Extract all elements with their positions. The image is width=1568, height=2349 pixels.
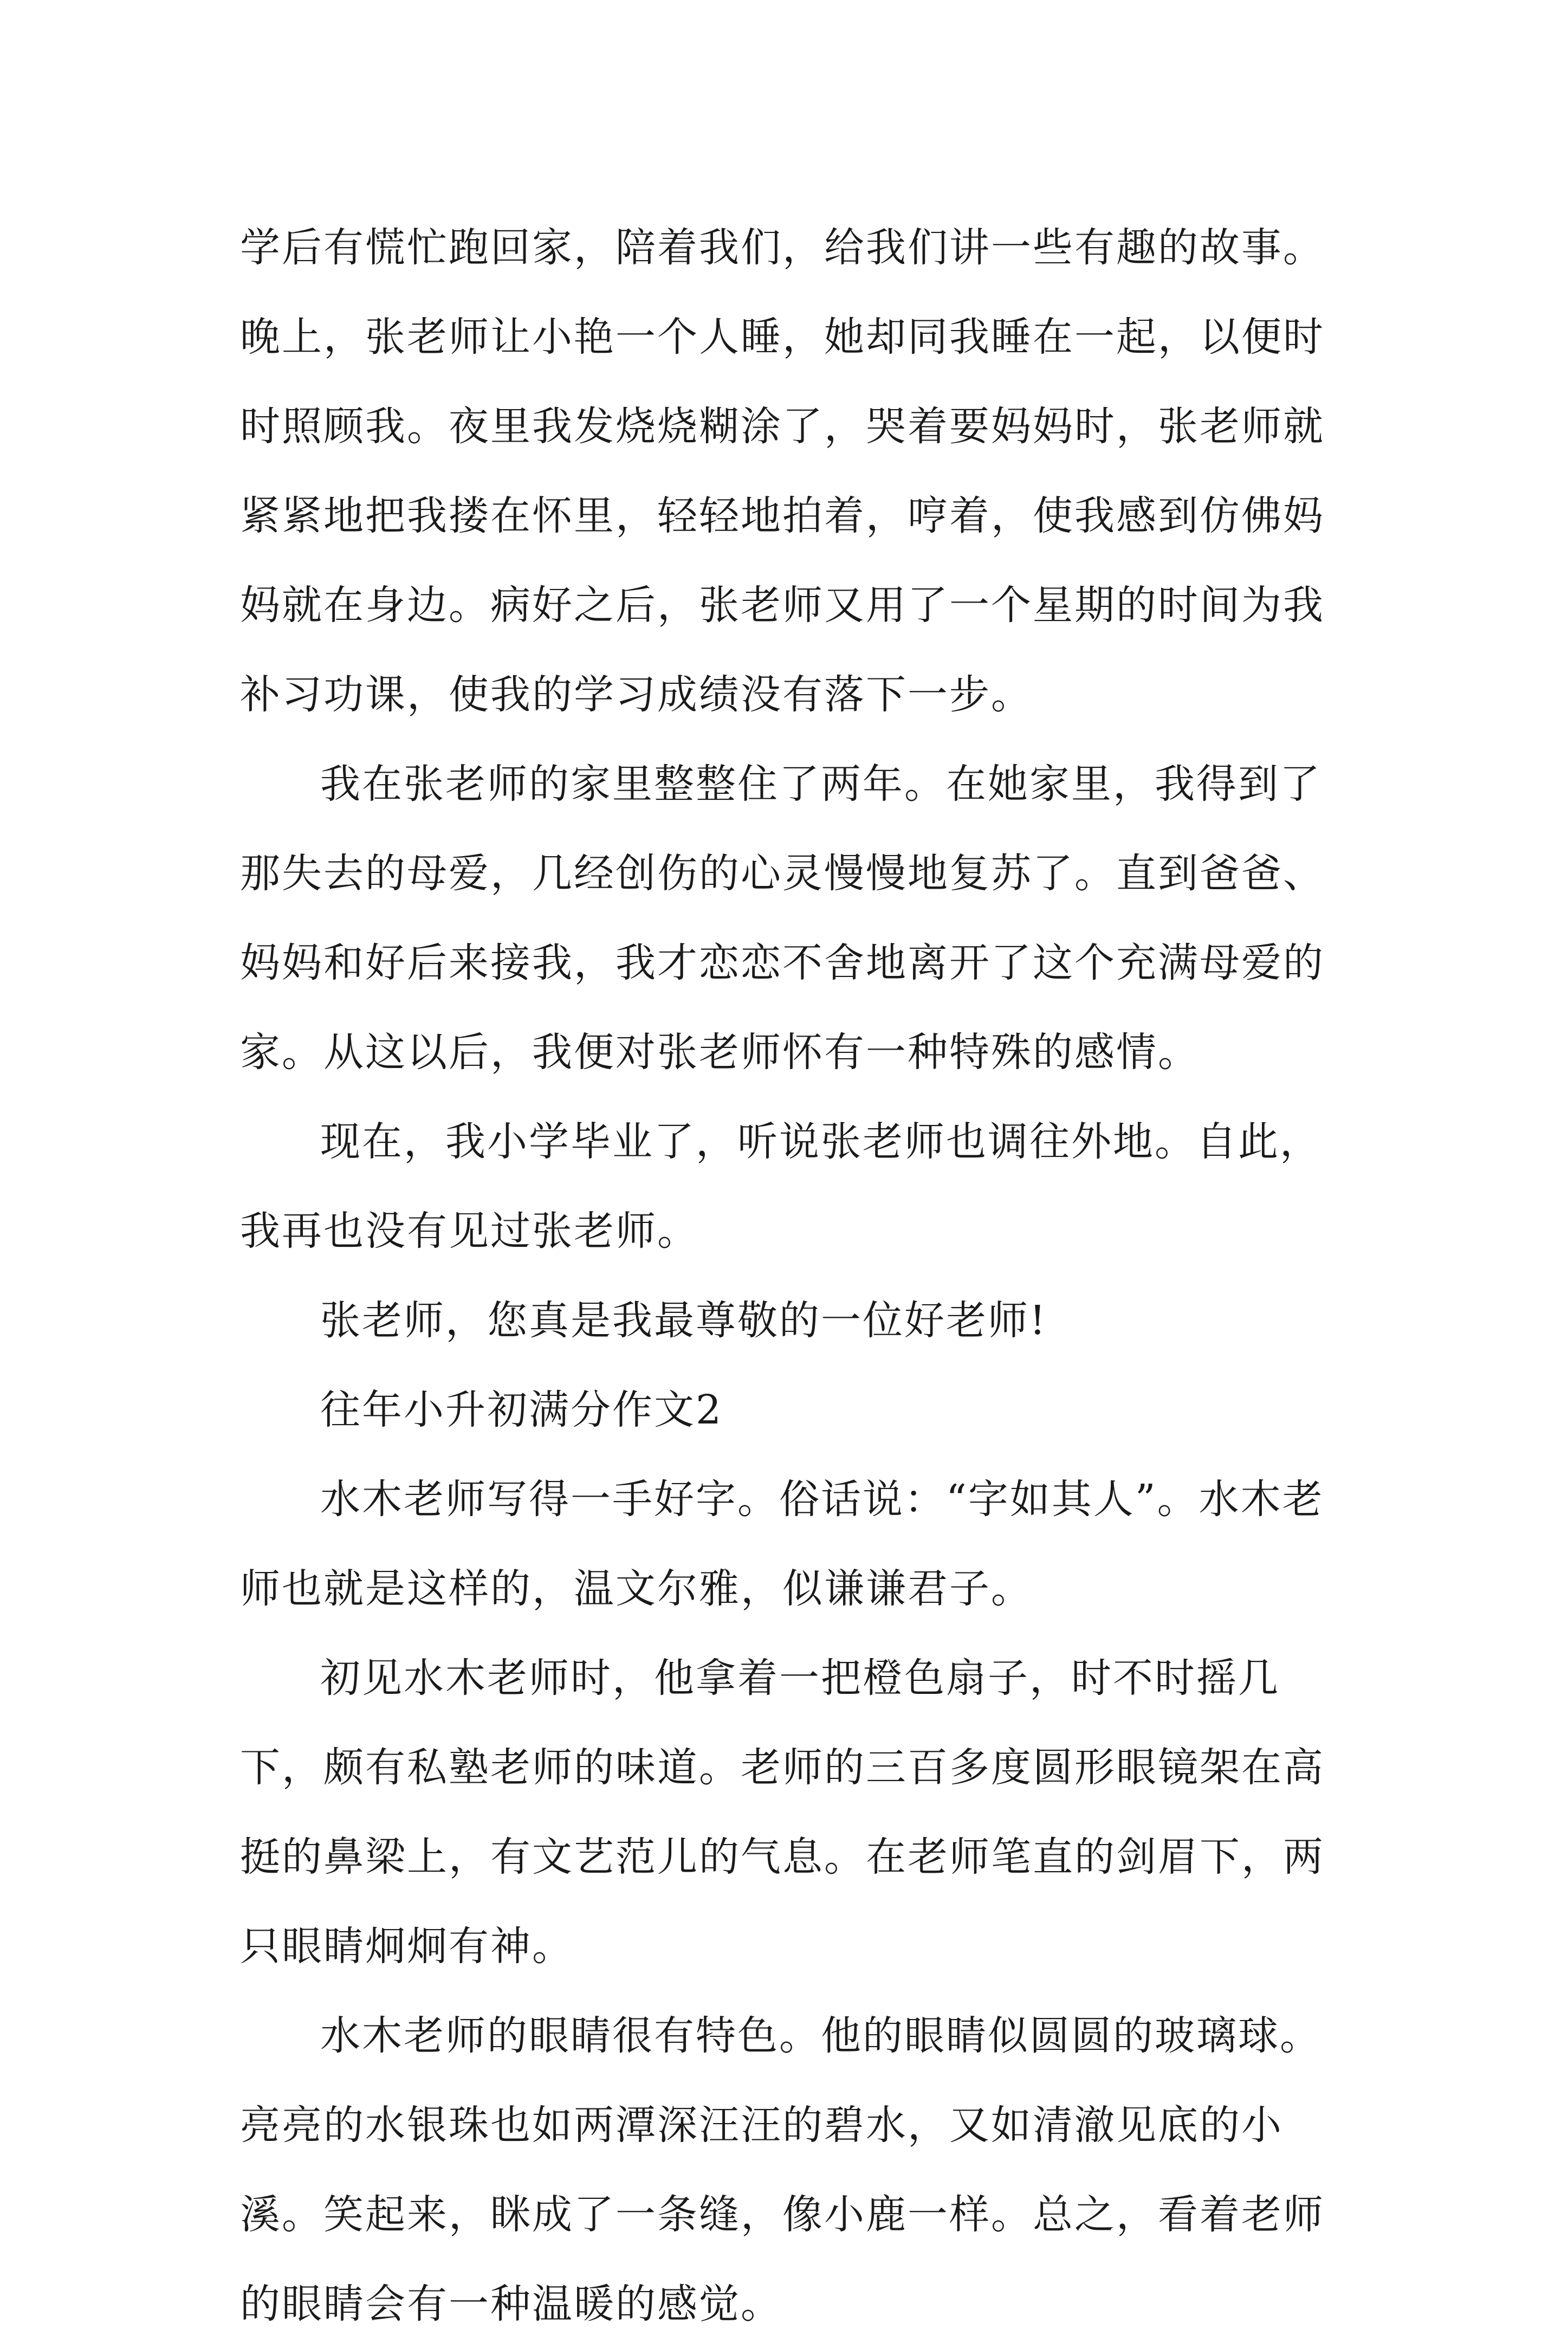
section-heading: 往年小升初满分作文2 — [320, 1387, 723, 1433]
document-body — [240, 203, 1345, 2349]
paragraph-6: 初见水木老师时，他拿着一把橙色扇子，时不时摇几下，颇有私塾老师的味道。老师的三百多度圆形眼镜架在高挺的鼻梁上，有文艺范儿的气息。在老师笔直的剑眉下，两只眼睛炯炯有神。 — [240, 1655, 1325, 1970]
paragraph-1: 学后有慌忙跑回家，陪着我们，给我们讲一些有趣的故事。晚上，张老师让小艳一个人睡，她却同我睡在一起，以便时时照顾我。夜里我发烧烧糊涂了，哭着要妈妈时，张老师就紧紧地把我搂在怀里，轻轻地拍着，哼着，使我感到仿佛妈妈就在身边。病好之后，张老师又用了一个星期的时间为我补习功课，使我的学习成绩没有落下一步。 — [240, 224, 1325, 718]
paragraph-2: 我在张老师的家里整整住了两年。在她家里，我得到了那失去的母爱，几经创伤的心灵慢慢地复苏了。直到爸爸、妈妈和好后来接我，我才恋恋不舍地离开了这个充满母爱的家。从这以后，我便对张老师怀有一种特殊的感情。 — [240, 761, 1325, 1076]
paragraph-7: 水木老师的眼睛很有特色。他的眼睛似圆圆的玻璃球。亮亮的水银珠也如两潭深汪汪的碧水，又如清澈见底的小溪。笑起来，眯成了一条缝，像小鹿一样。总之，看着老师的眼睛会有一种温暖的感觉。 — [240, 2012, 1325, 2327]
paragraph-5: 水木老师写得一手好字。俗话说：“字如其人”。水木老师也就是这样的，温文尔雅，似谦谦君子。 — [240, 1476, 1324, 1612]
paragraph-4: 张老师，您真是我最尊敬的一位好老师! — [320, 1297, 1047, 1344]
paragraph-3: 现在，我小学毕业了，听说张老师也调往外地。自此，我再也没有见过张老师。 — [240, 1118, 1321, 1254]
